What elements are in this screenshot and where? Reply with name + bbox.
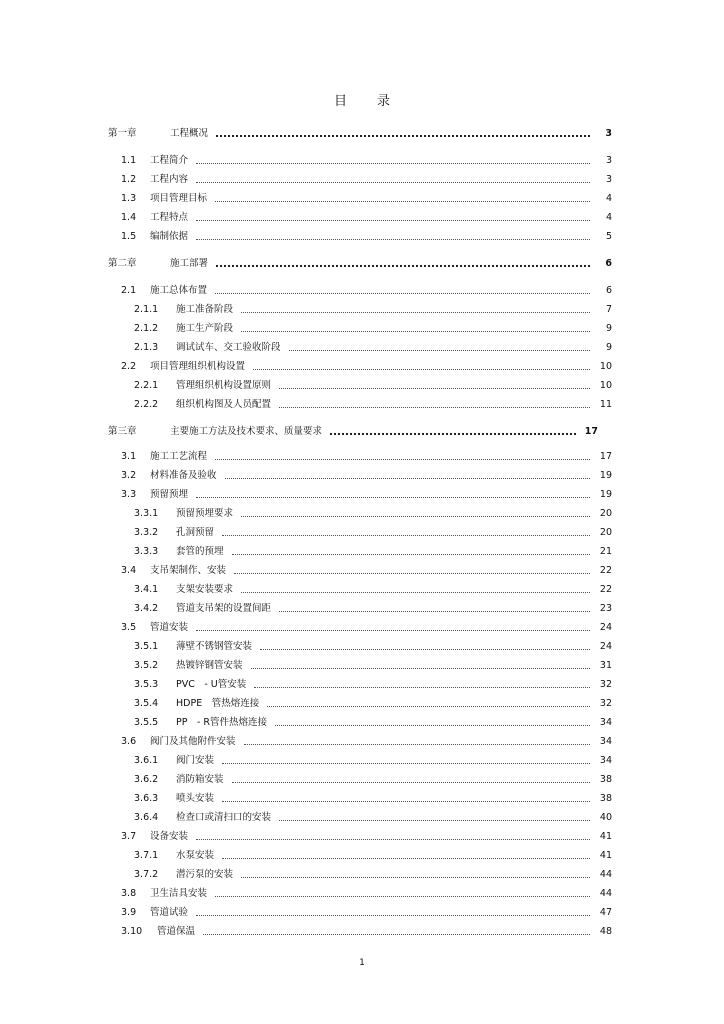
toc-entry-page: 6: [605, 285, 612, 296]
toc-leader-dots: [279, 820, 590, 821]
toc-leader-dots: [196, 915, 590, 916]
toc-entry-number: 3.1: [121, 451, 137, 462]
toc-entry[interactable]: [121, 620, 612, 634]
toc-entry[interactable]: [134, 544, 612, 558]
toc-entry-number: 1.3: [121, 193, 137, 204]
toc-leader-dots: [222, 801, 590, 802]
toc-leader-dots: [203, 934, 590, 935]
toc-entry-page: 22: [599, 565, 612, 576]
toc-entry-page: 9: [605, 323, 612, 334]
toc-leader-dots: [216, 135, 590, 137]
toc-entry-label: 施工总体布置: [150, 285, 208, 296]
toc-entry[interactable]: [121, 229, 612, 243]
toc-entry[interactable]: [108, 126, 612, 140]
toc-entry-number: 3.4.2: [134, 603, 159, 614]
toc-entry[interactable]: [134, 753, 612, 767]
toc-entry-number: 3.6.1: [134, 755, 159, 766]
toc-leader-dots: [279, 611, 590, 612]
toc-leader-dots: [196, 182, 590, 183]
toc-leader-dots: [196, 239, 590, 240]
toc-entry[interactable]: [121, 449, 612, 463]
toc-entry-page: 34: [599, 755, 612, 766]
toc-entry-number: 3.2: [121, 470, 137, 481]
toc-entry[interactable]: [134, 772, 612, 786]
toc-entry[interactable]: [121, 829, 612, 843]
toc-entry-page: 47: [599, 907, 612, 918]
toc-entry-label: 编制依据: [150, 231, 189, 242]
toc-leader-dots: [232, 782, 590, 783]
toc-entry[interactable]: [121, 283, 612, 297]
toc-leader-dots: [222, 858, 590, 859]
toc-entry-label: 孔洞预留: [176, 527, 215, 538]
toc-leader-dots: [216, 265, 590, 267]
toc-entry[interactable]: [134, 715, 612, 729]
toc-entry-number: 3.7.2: [134, 869, 159, 880]
toc-entry-number: 2.1.1: [134, 304, 159, 315]
toc-entry-number: 3.6.2: [134, 774, 159, 785]
toc-leader-dots: [215, 459, 590, 460]
toc-entry-number: 2.1.2: [134, 323, 159, 334]
toc-entry-page: 22: [599, 584, 612, 595]
toc-leader-dots: [279, 388, 590, 389]
toc-entry-label: 主要施工方法及技术要求、质量要求: [170, 426, 323, 437]
toc-entry-number: 1.4: [121, 212, 137, 223]
toc-entry-page: 34: [599, 736, 612, 747]
toc-entry-label: PVC - U管安装: [176, 679, 247, 690]
toc-entry-page: 34: [599, 717, 612, 728]
toc-entry-label: 喷头安装: [176, 793, 215, 804]
toc-entry-page: 17: [599, 451, 612, 462]
toc-leader-dots: [267, 706, 590, 707]
toc-entry[interactable]: [134, 302, 612, 316]
toc-entry-number: 3.7: [121, 831, 137, 842]
toc-entry-number: 3.3.1: [134, 508, 159, 519]
toc-entry-label: 阀门安装: [176, 755, 215, 766]
toc-entry[interactable]: [134, 848, 612, 862]
toc-entry-label: 调试试车、交工验收阶段: [176, 342, 281, 353]
toc-entry[interactable]: [134, 340, 612, 354]
toc-entry-page: 31: [599, 660, 612, 671]
toc-entry-page: 3: [605, 174, 612, 185]
toc-entry-label: 热镀锌钢管安装: [176, 660, 243, 671]
toc-entry-page: 44: [599, 869, 612, 880]
toc-leader-dots: [253, 369, 590, 370]
toc-entry[interactable]: [134, 658, 612, 672]
toc-entry-number: 3.5.1: [134, 641, 159, 652]
toc-entry-page: 32: [599, 679, 612, 690]
toc-entry-number: 3.4.1: [134, 584, 159, 595]
toc-entry-label: 潜污泵的安装: [176, 869, 234, 880]
toc-entry[interactable]: [121, 924, 612, 938]
toc-entry-page: 48: [599, 926, 612, 937]
toc-entry-page: 40: [599, 812, 612, 823]
toc-entry-label: 工程特点: [150, 212, 189, 223]
toc-entry[interactable]: [134, 378, 612, 392]
toc-entry-label: 薄壁不锈钢管安装: [176, 641, 253, 652]
toc-entry-page: 24: [599, 622, 612, 633]
toc-entry-page: 38: [599, 774, 612, 785]
toc-entry-number: 3.10: [121, 926, 143, 937]
toc-entry[interactable]: [134, 867, 612, 881]
toc-entry[interactable]: [134, 601, 612, 615]
toc-entry-label: 预留预埋要求: [176, 508, 234, 519]
toc-entry-number: 2.1: [121, 285, 137, 296]
toc-entry-number: 1.2: [121, 174, 137, 185]
toc-entry[interactable]: [121, 359, 612, 373]
toc-entry-number: 1.5: [121, 231, 137, 242]
toc-leader-dots: [196, 630, 590, 631]
toc-entry[interactable]: [134, 506, 612, 520]
toc-leader-dots: [196, 220, 590, 221]
toc-entry[interactable]: [121, 172, 612, 186]
toc-leader-dots: [215, 293, 590, 294]
toc-entry[interactable]: [121, 191, 612, 205]
toc-leader-dots: [196, 497, 590, 498]
toc-entry-label: 材料准备及验收: [150, 470, 217, 481]
toc-entry-label: 卫生洁具安装: [150, 888, 208, 899]
toc-entry-number: 3.3.3: [134, 546, 159, 557]
toc-entry-page: 20: [599, 527, 612, 538]
toc-entry-page: 3: [605, 155, 612, 166]
toc-entry-number: 3.3: [121, 489, 137, 500]
toc-entry[interactable]: [134, 677, 612, 691]
toc-leader-dots: [215, 896, 590, 897]
toc-entry-label: 管道安装: [150, 622, 189, 633]
toc-entry[interactable]: [134, 791, 612, 805]
toc-entry-number: 3.5.5: [134, 717, 159, 728]
toc-entry-label: 检查口或清扫口的安装: [176, 812, 272, 823]
toc-entry-label: 项目管理目标: [150, 193, 208, 204]
toc-entry[interactable]: [134, 397, 612, 411]
toc-entry-number: 3.5.2: [134, 660, 159, 671]
toc-leader-dots: [241, 312, 590, 313]
toc-entry[interactable]: [121, 905, 612, 919]
toc-leader-dots: [241, 592, 590, 593]
toc-leader-dots: [241, 516, 590, 517]
toc-entry-label: 支吊架制作、安装: [150, 565, 227, 576]
toc-entry-number: 第一章: [108, 128, 137, 139]
toc-entry-page: 17: [584, 426, 598, 437]
toc-entry-label: 消防箱安装: [176, 774, 224, 785]
toc-entry-label: HDPE 管热熔连接: [176, 698, 260, 709]
toc-title-char-2: 录: [377, 94, 391, 109]
toc-entry-number: 3.5.4: [134, 698, 159, 709]
toc-entry-page: 4: [605, 193, 612, 204]
toc-entry-number: 1.1: [121, 155, 137, 166]
toc-entry-label: 施工工艺流程: [150, 451, 208, 462]
toc-entry-page: 44: [599, 888, 612, 899]
toc-entry-number: 3.5: [121, 622, 137, 633]
toc-leader-dots: [196, 839, 590, 840]
toc-entry-label: 预留预埋: [150, 489, 189, 500]
toc-entry-number: 3.6: [121, 736, 137, 747]
toc-entry-number: 2.2: [121, 361, 137, 372]
toc-entry-label: 工程内容: [150, 174, 189, 185]
toc-entry-number: 2.2.1: [134, 380, 159, 391]
toc-entry-label: 项目管理组织机构设置: [150, 361, 246, 372]
toc-entry-label: 阀门及其他附件安装: [150, 736, 236, 747]
toc-entry-label: 施工准备阶段: [176, 304, 234, 315]
toc-entry-label: 组织机构图及人员配置: [176, 399, 272, 410]
toc-entry-page: 6: [605, 258, 612, 269]
toc-leader-dots: [225, 478, 590, 479]
toc-entry-number: 2.1.3: [134, 342, 159, 353]
toc-entry-number: 3.6.3: [134, 793, 159, 804]
toc-leader-dots: [244, 744, 590, 745]
toc-entry-number: 2.2.2: [134, 399, 159, 410]
toc-leader-dots: [279, 407, 590, 408]
toc-entry[interactable]: [121, 468, 612, 482]
toc-entry-number: 3.4: [121, 565, 137, 576]
toc-entry-label: 管道支吊架的设置间距: [176, 603, 272, 614]
page-number: 1: [359, 958, 365, 968]
toc-entry-label: 工程概况: [170, 128, 209, 139]
toc-entry-page: 5: [605, 231, 612, 242]
toc-entry-page: 9: [605, 342, 612, 353]
toc-entry-page: 41: [599, 850, 612, 861]
toc-entry[interactable]: [134, 525, 612, 539]
toc-entry-number: 3.7.1: [134, 850, 159, 861]
toc-leader-dots: [222, 763, 590, 764]
toc-entry[interactable]: [134, 321, 612, 335]
toc-entry[interactable]: [121, 153, 612, 167]
toc-leader-dots: [254, 687, 590, 688]
toc-entry[interactable]: [121, 210, 612, 224]
toc-entry-label: 施工部署: [170, 258, 209, 269]
toc-entry[interactable]: [134, 582, 612, 596]
toc-entry-label: 套管的预埋: [176, 546, 224, 557]
toc-entry-label: 管道试验: [150, 907, 189, 918]
toc-entry-label: 支架安装要求: [176, 584, 234, 595]
toc-entry[interactable]: [108, 424, 598, 438]
toc-entry-label: 管理组织机构设置原则: [176, 380, 272, 391]
toc-leader-dots: [196, 163, 590, 164]
toc-leader-dots: [241, 877, 590, 878]
toc-entry-page: 10: [599, 380, 612, 391]
toc-entry[interactable]: [134, 639, 612, 653]
toc-entry-label: 管道保温: [157, 926, 196, 937]
toc-entry-page: 32: [599, 698, 612, 709]
toc-entry-page: 3: [605, 128, 612, 139]
toc-entry[interactable]: [121, 487, 612, 501]
toc-entry-label: 水泵安装: [176, 850, 215, 861]
toc-entry-number: 3.5.3: [134, 679, 159, 690]
toc-entry-label: 工程简介: [150, 155, 189, 166]
toc-entry-page: 38: [599, 793, 612, 804]
toc-entry-page: 7: [605, 304, 612, 315]
toc-leader-dots: [289, 350, 590, 351]
toc-entry-label: 设备安装: [150, 831, 189, 842]
toc-entry-page: 10: [599, 361, 612, 372]
toc-entry-page: 24: [599, 641, 612, 652]
toc-leader-dots: [234, 573, 590, 574]
toc-entry-page: 11: [599, 399, 612, 410]
toc-entry-page: 19: [599, 489, 612, 500]
toc-leader-dots: [241, 331, 590, 332]
toc-entry[interactable]: [134, 696, 612, 710]
toc-leader-dots: [215, 201, 590, 202]
toc-entry-page: 23: [599, 603, 612, 614]
toc-leader-dots: [222, 535, 590, 536]
toc-entry-label: 施工生产阶段: [176, 323, 234, 334]
toc-entry-number: 第二章: [108, 258, 137, 269]
toc-entry-label: PP - R管件热熔连接: [176, 717, 268, 728]
toc-entry[interactable]: [121, 886, 612, 900]
toc-entry-page: 21: [599, 546, 612, 557]
toc-entry-page: 20: [599, 508, 612, 519]
toc-title-char-1: 目: [333, 94, 347, 109]
toc-entry-page: 4: [605, 212, 612, 223]
toc-leader-dots: [330, 433, 576, 435]
toc-entry[interactable]: [134, 810, 612, 824]
toc-entry-number: 3.8: [121, 888, 137, 899]
toc-leader-dots: [275, 725, 590, 726]
toc-entry-number: 3.3.2: [134, 527, 159, 538]
toc-entry[interactable]: [121, 563, 612, 577]
toc-entry-number: 3.9: [121, 907, 137, 918]
toc-entry[interactable]: [108, 256, 612, 270]
toc-leader-dots: [232, 554, 590, 555]
toc-entry[interactable]: [121, 734, 612, 748]
toc-leader-dots: [251, 668, 590, 669]
toc-entry-number: 3.6.4: [134, 812, 159, 823]
toc-entry-page: 19: [599, 470, 612, 481]
toc-leader-dots: [260, 649, 590, 650]
toc-entry-number: 第三章: [108, 426, 137, 437]
toc-entry-page: 41: [599, 831, 612, 842]
